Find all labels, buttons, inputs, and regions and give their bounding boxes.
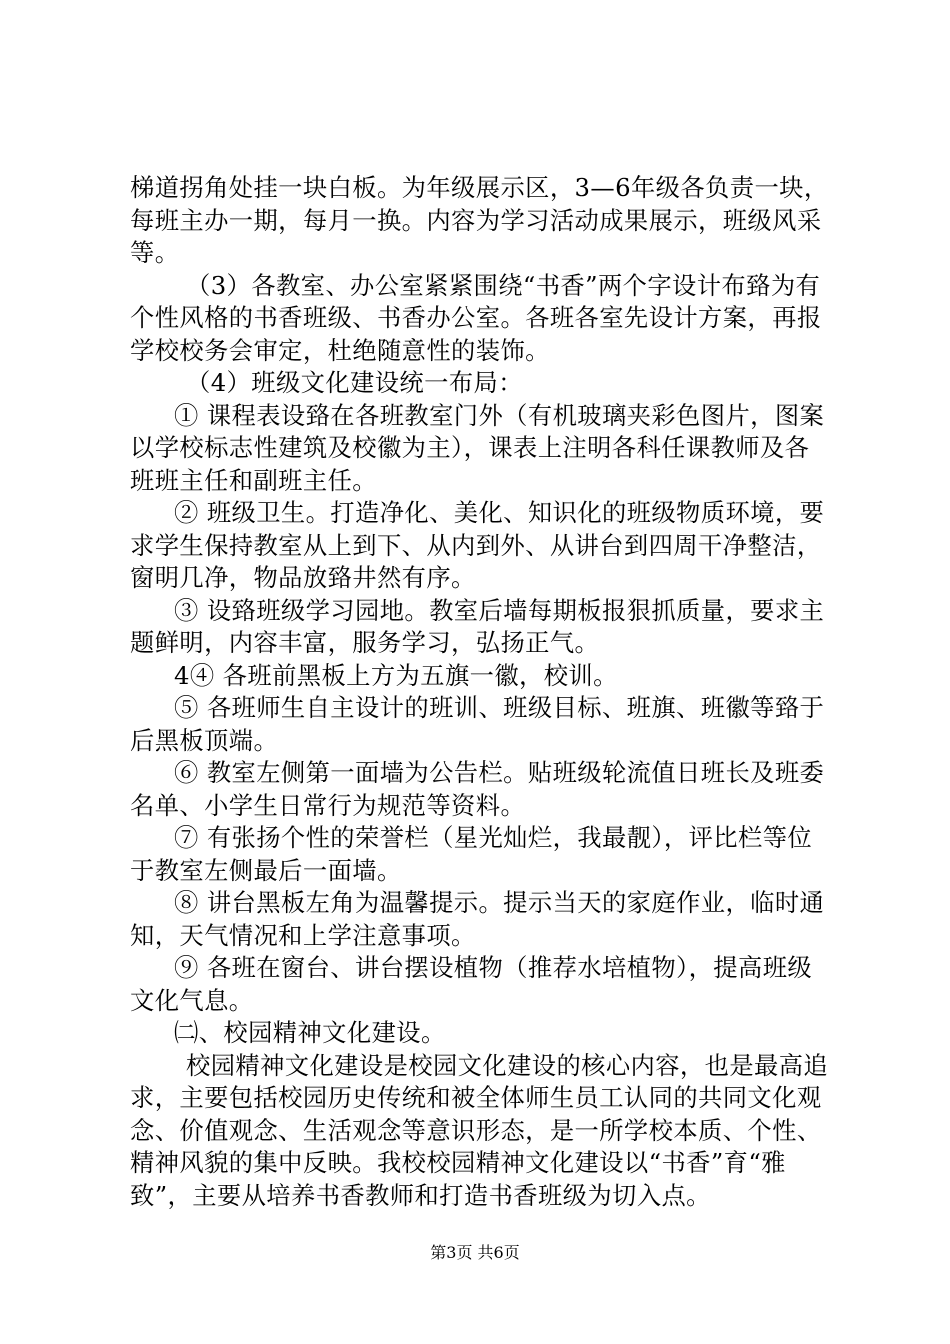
paragraph-continuation: 梯道拐角处挂一块白板。为年级展示区，3—6年级各负责一块，每班主办一期，每月一换。内容为学习活动成果展示，班级风采等。 <box>130 173 829 267</box>
paragraph-sub-4: 4④ 各班前黑板上方为五旗一徽，校训。 <box>174 660 618 690</box>
paragraph-item-3: （3）各教室、办公室紧紧围绕“书香”两个字设计布臵为有个性风格的书香班级、书香办公室。各班各室先设计方案，再报学校校务会审定，杜绝随意性的装饰。 <box>130 270 822 365</box>
paragraph-item-4: （4）班级文化建设统一布局： <box>186 368 523 397</box>
paragraph-sub-5: ⑤ 各班师生自主设计的班训、班级目标、班旗、班徽等臵于后黑板顶端。 <box>130 693 825 755</box>
paragraph-sub-2: ② 班级卫生。打造净化、美化、知识化的班级物质环境，要求学生保持教室从上到下、从内到外、从讲台到四周干净整洁，窗明几净，物品放臵井然有序。 <box>130 498 825 592</box>
page-footer: 第3页 共6页 <box>430 1243 520 1262</box>
paragraph-section-body: 校园精神文化建设是校园文化建设的核心内容，也是最高追求，主要包括校园历史传统和被全体师生员工认同的共同文化观念、价值观念、生活观念等意识形态，是一所学校本质、个性、精神风貌的集中反映。我校校园精神文化建设以“书香”育“雅致”，主要从培养书香教师和打造书香班级为切入点。 <box>130 1050 829 1210</box>
paragraph-sub-6: ⑥ 教室左侧第一面墙为公告栏。贴班级轮流值日班长及班委名单、小学生日常行为规范等资料。 <box>130 758 825 820</box>
document-body <box>130 172 830 1212</box>
section-heading: ㈡、校园精神文化建设。 <box>174 1018 446 1047</box>
paragraph-sub-3: ③ 设臵班级学习园地。教室后墙每期板报狠抓质量，要求主题鲜明，内容丰富，服务学习，弘扬正气。 <box>130 595 825 657</box>
paragraph-sub-8: ⑧ 讲台黑板左角为温馨提示。提示当天的家庭作业，临时通知，天气情况和上学注意事项。 <box>130 888 825 950</box>
paragraph-sub-7: ⑦ 有张扬个性的荣誉栏（星光灿烂，我最靓），评比栏等位于教室左侧最后一面墙。 <box>130 823 813 885</box>
paragraph-sub-1: ① 课程表设臵在各班教室门外（有机玻璃夹彩色图片，图案以学校标志性建筑及校徽为主），课表上注明各科任课教师及各班班主任和副班主任。 <box>130 400 825 495</box>
paragraph-sub-9: ⑨ 各班在窗台、讲台摆设植物（推荐水培植物），提高班级文化气息。 <box>130 953 813 1015</box>
